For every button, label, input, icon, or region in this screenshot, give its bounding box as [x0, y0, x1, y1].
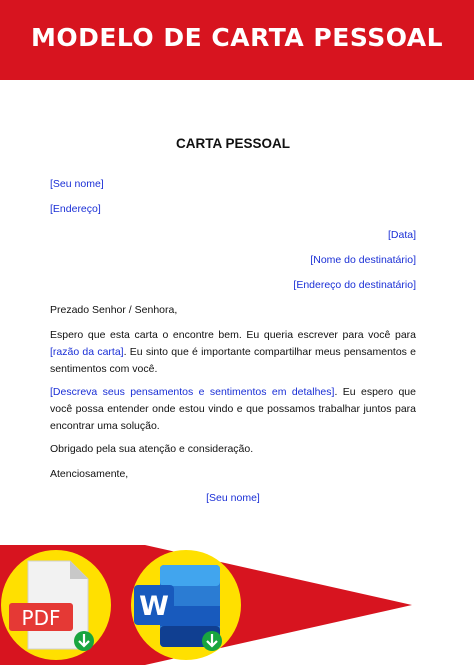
- date-placeholder: [Data]: [387, 229, 416, 241]
- details-placeholder: [Descreva seus pensamentos e sentimentos em detalhes]: [50, 386, 335, 398]
- paragraph-intro: [50, 327, 416, 378]
- sender-address-placeholder: [Endereço]: [50, 203, 101, 215]
- thanks-line: Obrigado pela sua atenção e consideração.: [50, 443, 254, 455]
- closing-line: Atenciosamente,: [50, 468, 129, 480]
- reason-placeholder: [razão da carta]: [50, 346, 124, 358]
- recipient-name-placeholder: [Nome do destinatário]: [310, 254, 416, 266]
- signature-placeholder: [Seu nome]: [206, 492, 260, 504]
- word-download-button[interactable]: [131, 550, 241, 660]
- paragraph-details: [50, 384, 416, 435]
- paragraph-intro-text-end: . Eu sinto que é importante compartilhar meus pensamentos e sentimentos com você.: [50, 346, 416, 375]
- download-banner: [0, 545, 474, 665]
- paragraph-details-text: . Eu espero que você possa entender onde estou vindo e que possamos trabalhar juntos para encontrar uma solução.: [50, 386, 416, 432]
- letter-title: CARTA PESSOAL: [175, 136, 290, 151]
- word-download-arrow-icon: [202, 631, 222, 651]
- pdf-download-arrow-icon: [74, 631, 94, 651]
- page-title: MODELO DE CARTA PESSOAL: [30, 22, 444, 52]
- sender-name-placeholder: [Seu nome]: [50, 178, 104, 190]
- word-label: W: [139, 591, 169, 622]
- pdf-label: PDF: [21, 606, 61, 630]
- pdf-download-button[interactable]: [1, 550, 111, 660]
- recipient-address-placeholder: [Endereço do destinatário]: [293, 279, 416, 291]
- header-banner: [0, 0, 474, 80]
- greeting: Prezado Senhor / Senhora,: [50, 304, 178, 316]
- paragraph-intro-text: Espero que esta carta o encontre bem. Eu queria escrever para você para: [50, 329, 416, 341]
